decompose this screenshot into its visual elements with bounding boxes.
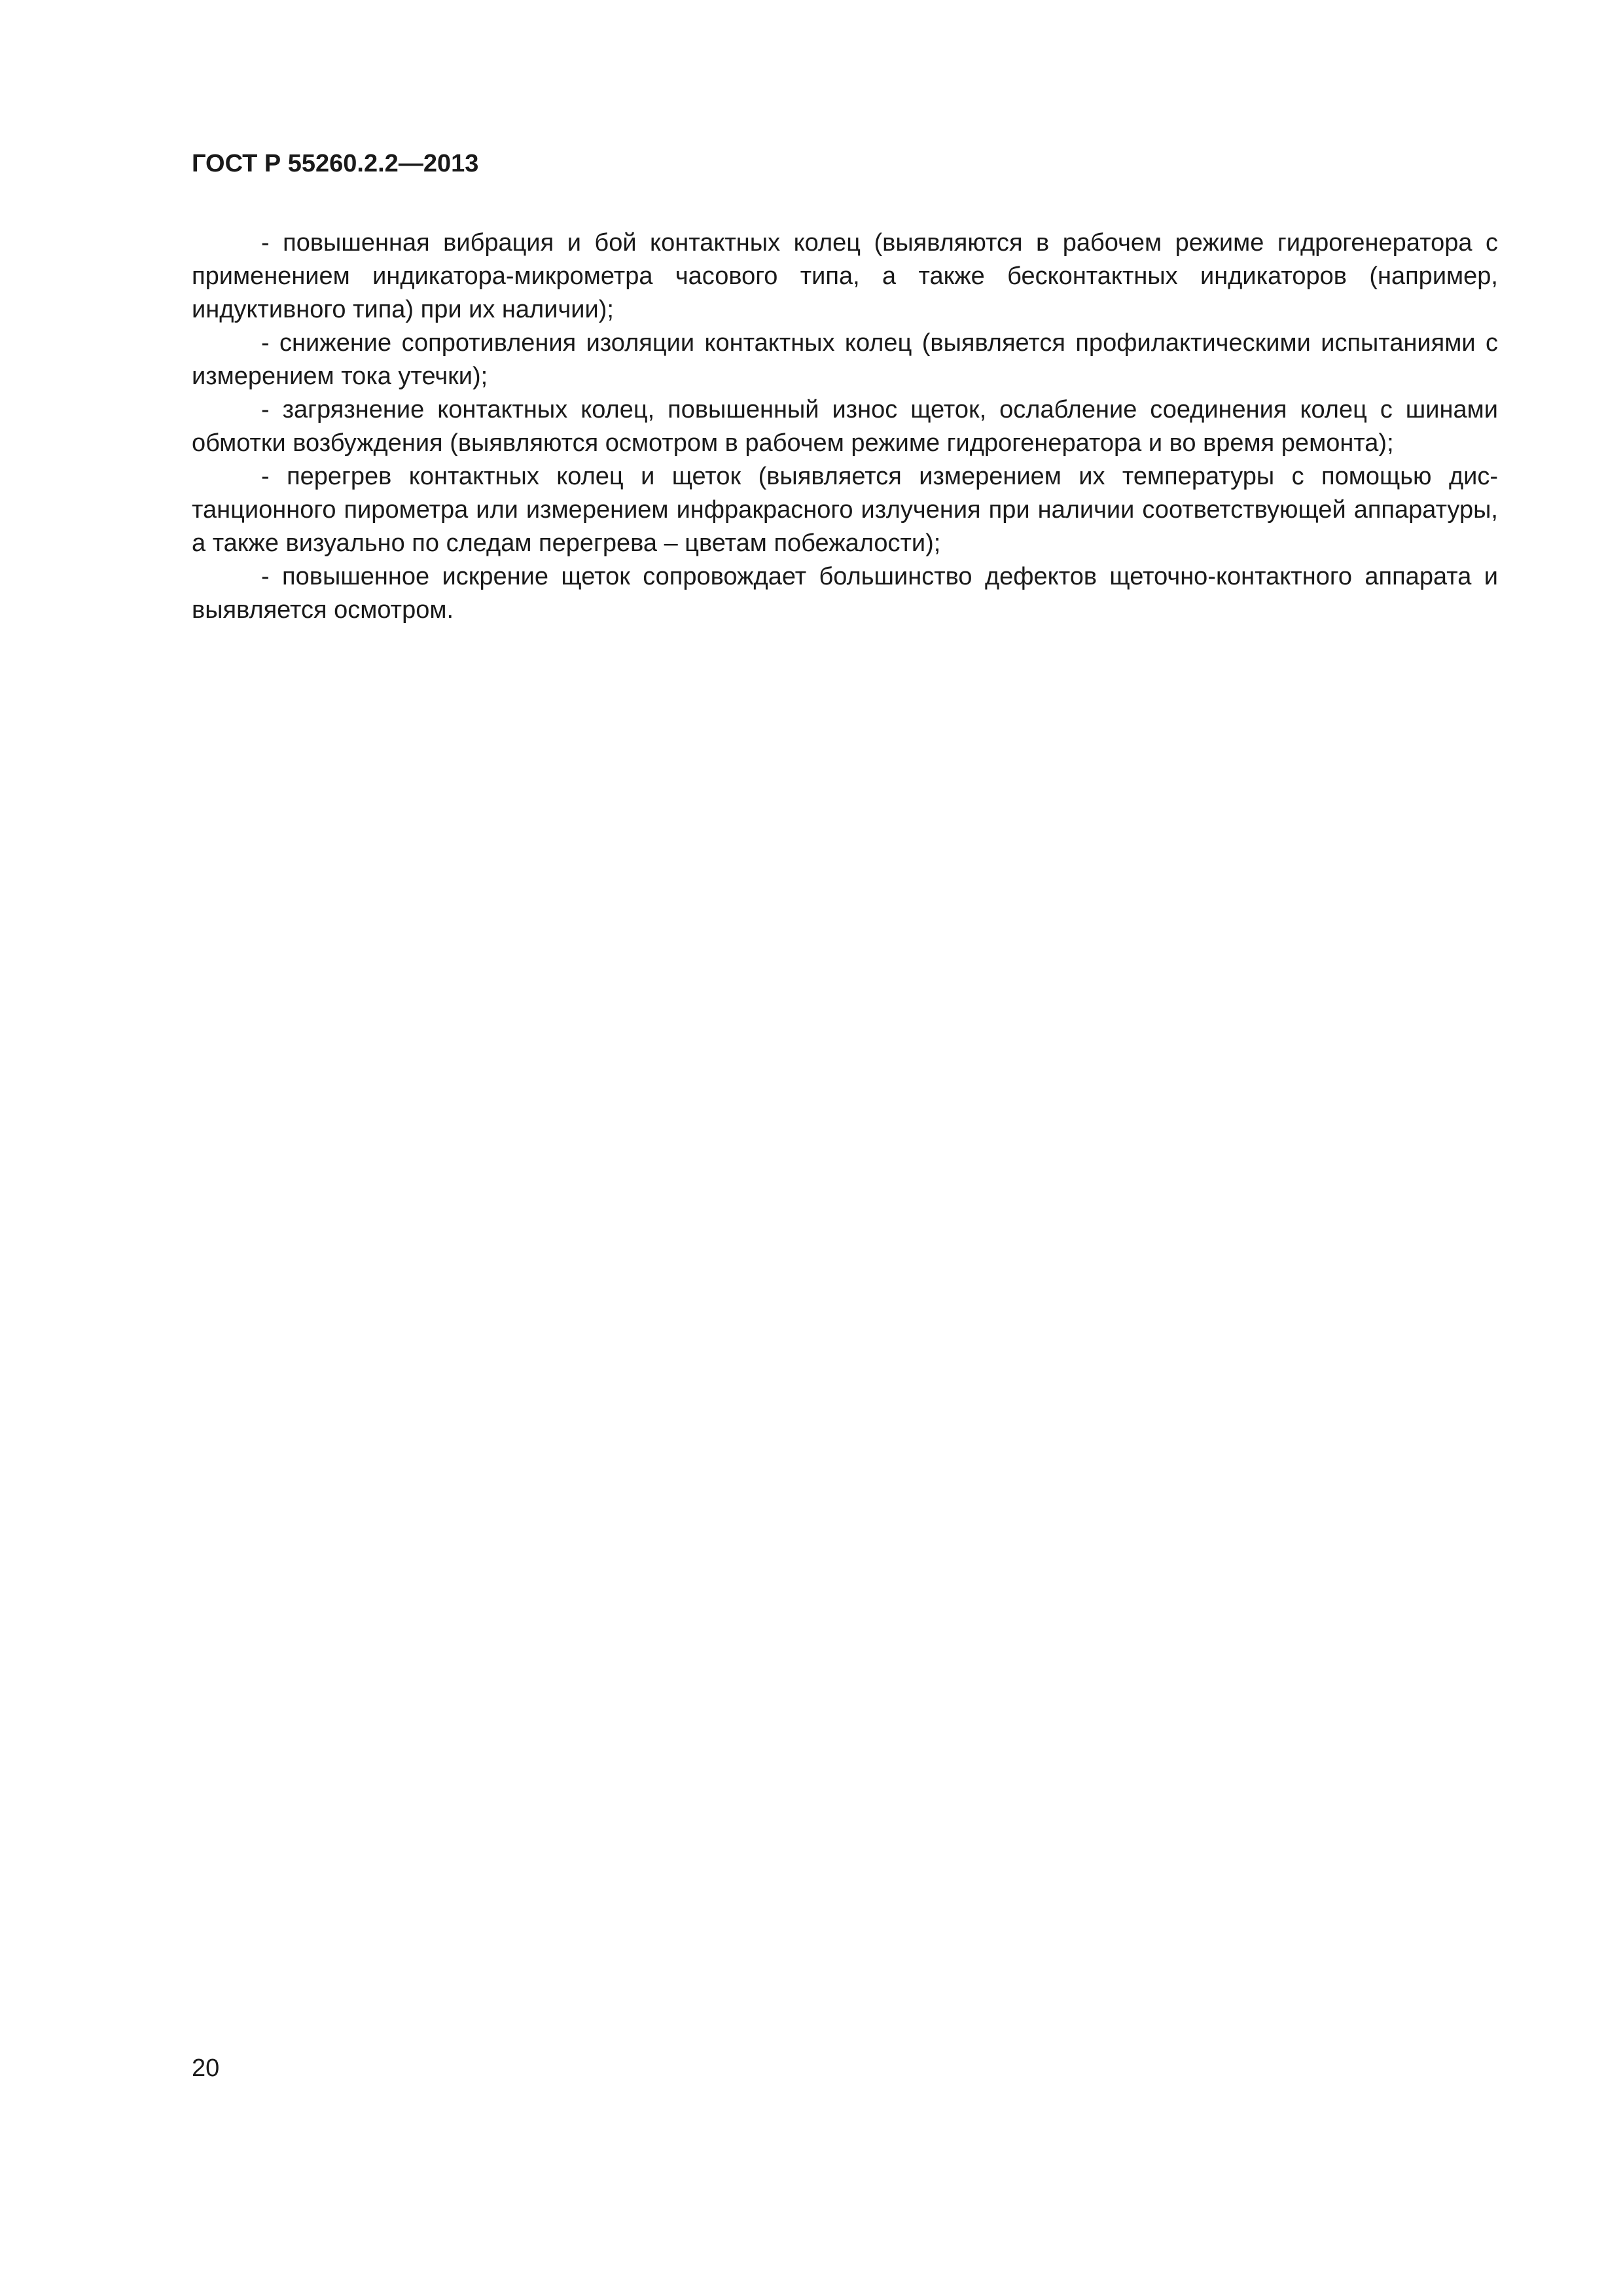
list-item-sparking: - повышенное искрение щеток сопровождает большинство дефектов щеточно-контактного аппарата и выявляется осмотром. — [192, 563, 1498, 624]
page-number: 20 — [192, 2054, 220, 2082]
list-item-contamination: - загрязнение контактных колец, повышенный износ щеток, ослабление соединения колец с шинами обмотки возбуждения (выявляются осмотром в рабочем режиме гидрогенератора и во время ремонта); — [192, 396, 1498, 457]
list-item-overheating: - перегрев контактных колец и щеток (выявляется измерением их температуры с помощью дистанционного пирометра или измерением инфракрасного излучения при наличии соответствующей аппаратуры, а также визуально по следам перегрева – цветам побежалости); — [192, 463, 1498, 557]
list-item-vibration: - повышенная вибрация и бой контактных колец (выявляются в рабочем режиме гидрогенератора с применением индикатора-микрометра часового типа, а также бесконтактных индикаторов (например, индуктивного типа) при их наличии); — [192, 229, 1498, 323]
document-code-header: ГОСТ Р 55260.2.2—2013 — [192, 150, 479, 177]
list-item-insulation: - снижение сопротивления изоляции контактных колец (выявляется профилактическими испытаниями с измерением тока утечки); — [192, 329, 1498, 390]
document-body — [192, 226, 1498, 627]
